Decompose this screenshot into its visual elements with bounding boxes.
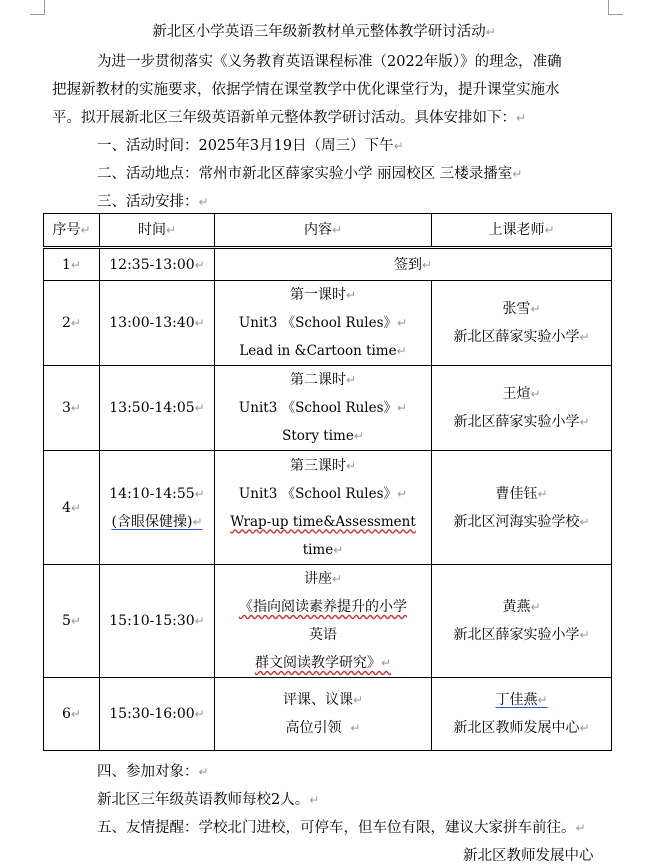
section-reminder: 五、友情提醒：学校北门进校，可停车，但车位有限，建议大家拼车前往。↵ [97,820,586,836]
table-row [44,248,612,281]
table-row [44,678,612,751]
table-row [44,451,612,565]
margin-corner-right [608,0,623,15]
row-teacher: 曹佳钰↵ 新北区河海实验学校↵ [432,451,612,565]
row-time: 13:50-14:05↵ [100,366,215,451]
row-number: 6↵ [44,678,100,751]
row-number: 4↵ [44,451,100,565]
section-participants: 四、参加对象：↵ [97,764,209,780]
header-cell-content: 内容↵ [215,214,432,248]
schedule-table [43,213,612,751]
intro-line-3: 平。拟开展新北区三年级英语新单元整体教学研讨活动。具体安排如下：↵ [52,110,527,126]
row-content: 第一课时↵ Unit3 《School Rules》↵ Lead in &Cartoon time↵ [215,281,432,366]
row-teacher: 张雪↵ 新北区薛家实验小学↵ [432,281,612,366]
header-cell-time: 时间↵ [100,214,215,248]
intro-line-1: 为进一步贯彻落实《义务教育英语课程标准（2022年版）》的理念，准确 [97,54,562,70]
row-teacher: 王煊↵ 新北区薛家实验小学↵ [432,366,612,451]
table-row [44,366,612,451]
row-time: 15:30-16:00↵ [100,678,215,751]
row-number: 3↵ [44,366,100,451]
signature: 新北区教师发展中心 [463,848,594,864]
header-cell-teacher: 上课老师↵ [432,214,612,248]
row-content: 第三课时↵ Unit3 《School Rules》↵ Wrap-up time&Assessment time↵ [215,451,432,565]
table-row [44,565,612,678]
row-number: 1↵ [44,248,100,281]
row-content: 签到↵ [215,248,612,281]
header-cell-no: 序号↵ [44,214,100,248]
margin-corner-left [30,0,45,15]
row-time: 12:35-13:00↵ [100,248,215,281]
row-content: 讲座↵ 《指向阅读素养提升的小学 英语 群文阅读教学研究》↵ [215,565,432,678]
table-row [44,281,612,366]
row-time: 13:00-13:40↵ [100,281,215,366]
intro-line-2: 把握新教材的实施要求，依据学情在课堂教学中优化课堂行为，提升课堂实施水 [52,82,560,98]
section-schedule: 三、活动安排：↵ [97,194,209,210]
row-teacher: 黄燕↵ 新北区薛家实验小学↵ [432,565,612,678]
participants-text: 新北区三年级英语教师每校2人。↵ [97,792,320,808]
row-number: 2↵ [44,281,100,366]
row-time: 14:10-14:55↵ (含眼保健操)↵ [100,451,215,565]
section-place: 二、活动地点：常州市新北区薛家实验小学 丽园校区 三楼录播室↵ [97,166,523,182]
row-teacher: 丁佳燕↵ 新北区教师发展中心↵ [432,678,612,751]
section-time: 一、活动时间：2025年3月19日（周三）下午↵ [97,138,404,154]
document-title: 新北区小学英语三年级新教材单元整体教学研讨活动↵ [152,24,496,40]
table-header-row [44,214,612,248]
row-content: 第二课时↵ Unit3 《School Rules》↵ Story time↵ [215,366,432,451]
row-content: 评课、议课↵ 高位引领 ↵ [215,678,432,751]
time-note: (含眼保健操)↵ [111,513,203,530]
row-time: 15:10-15:30↵ [100,565,215,678]
row-number: 5↵ [44,565,100,678]
